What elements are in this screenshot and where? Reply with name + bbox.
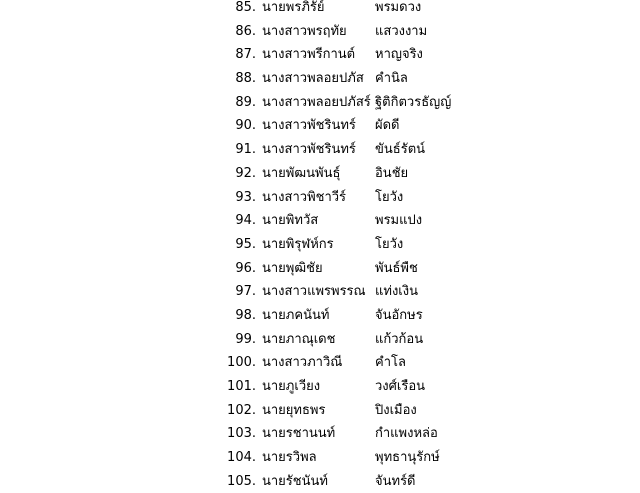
list-item xyxy=(0,209,640,233)
last-name: โยวัง xyxy=(375,236,404,252)
last-name: พรมแปง xyxy=(375,213,423,229)
item-number: 98. xyxy=(235,307,256,323)
last-name: จันอักษร xyxy=(375,307,423,323)
first-name: นายภคนันท์ xyxy=(262,307,330,323)
last-name: จันทร์ดี xyxy=(375,473,416,489)
list-item xyxy=(0,399,640,423)
item-number: 94. xyxy=(235,213,256,229)
last-name: หาญจริง xyxy=(375,47,423,63)
first-name: นายรัชนันท์ xyxy=(262,473,328,489)
list-item xyxy=(0,0,640,20)
first-name: นายพรภิรัย์ xyxy=(262,0,325,15)
item-number: 100. xyxy=(227,355,256,371)
last-name: อินชัย xyxy=(375,165,409,181)
first-name: นายพุฒิชัย xyxy=(262,260,323,276)
first-name: นายรวิพล xyxy=(262,450,317,466)
item-number: 102. xyxy=(227,402,256,418)
list-item xyxy=(0,162,640,186)
item-number: 95. xyxy=(235,236,256,252)
item-number: 92. xyxy=(235,165,256,181)
last-name: คำนิล xyxy=(375,71,408,87)
item-number: 105. xyxy=(227,473,256,489)
first-name: นายพิรุฬห์กร xyxy=(262,236,334,252)
last-name: คำโล xyxy=(375,355,406,371)
first-name: นางสาวภาวิณี xyxy=(262,355,343,371)
first-name: นายรชานนท์ xyxy=(262,426,336,442)
list-item xyxy=(0,280,640,304)
last-name: พันธ์พืช xyxy=(375,260,418,276)
item-number: 93. xyxy=(235,189,256,205)
list-item xyxy=(0,186,640,210)
list-item xyxy=(0,138,640,162)
list-item xyxy=(0,328,640,352)
first-name: นางสาวพลอยปภัส xyxy=(262,71,364,87)
list-item xyxy=(0,233,640,257)
list-item xyxy=(0,351,640,375)
last-name: พรมดวง xyxy=(375,0,422,15)
item-number: 85. xyxy=(235,0,256,15)
first-name: นางสาวพลอยปภัสร์ xyxy=(262,94,371,110)
item-number: 101. xyxy=(227,379,256,394)
last-name: วงศ์เรือน xyxy=(375,379,426,394)
item-number: 88. xyxy=(235,71,256,87)
first-name: นางสาวพิชาวีร์ xyxy=(262,189,347,205)
last-name: แท่งเงิน xyxy=(375,284,418,300)
item-number: 99. xyxy=(235,331,256,347)
first-name: นายยุทธพร xyxy=(262,402,326,418)
list-item xyxy=(0,422,640,446)
item-number: 89. xyxy=(235,94,256,110)
first-name: นางสาวพรฤทัย xyxy=(262,23,347,39)
list-item xyxy=(0,43,640,67)
last-name: ปิงเมือง xyxy=(375,402,417,418)
item-number: 104. xyxy=(227,450,256,466)
list-item xyxy=(0,257,640,281)
last-name: โยวัง xyxy=(375,189,404,205)
list-item xyxy=(0,470,640,493)
list-item xyxy=(0,375,640,399)
item-number: 97. xyxy=(235,284,256,300)
item-number: 91. xyxy=(235,142,256,158)
list-item xyxy=(0,20,640,44)
item-number: 86. xyxy=(235,23,256,39)
list-item xyxy=(0,304,640,328)
first-name: นายพิทวัส xyxy=(262,213,319,229)
list-item xyxy=(0,114,640,138)
last-name: ขันธ์รัตน์ xyxy=(375,142,426,158)
first-name: นางสาวพรีกานต์ xyxy=(262,47,356,63)
last-name: กำแพงหล่อ xyxy=(375,426,438,442)
last-name: แก้วก้อน xyxy=(375,331,424,347)
first-name: นางสาวพัชรินทร์ xyxy=(262,118,356,134)
item-number: 103. xyxy=(227,426,256,442)
list-item xyxy=(0,446,640,470)
first-name: นางสาวพัชรินทร์ xyxy=(262,142,356,158)
item-number: 90. xyxy=(235,118,256,134)
first-name: นางสาวแพรพรรณ xyxy=(262,284,366,300)
item-number: 87. xyxy=(235,47,256,63)
first-name: นายภูเวียง xyxy=(262,379,321,394)
last-name: ผัดดี xyxy=(375,118,400,134)
last-name: พุทธานุรักษ์ xyxy=(375,450,440,466)
last-name: แสวงงาม xyxy=(375,23,428,39)
list-item xyxy=(0,67,640,91)
first-name: นายภาณุเดช xyxy=(262,331,336,347)
first-name: นายพัฒนพันธุ์ xyxy=(262,165,341,181)
item-number: 96. xyxy=(235,260,256,276)
list-item xyxy=(0,91,640,115)
last-name: ฐิติกิตวรธัญญ์ xyxy=(375,94,452,110)
